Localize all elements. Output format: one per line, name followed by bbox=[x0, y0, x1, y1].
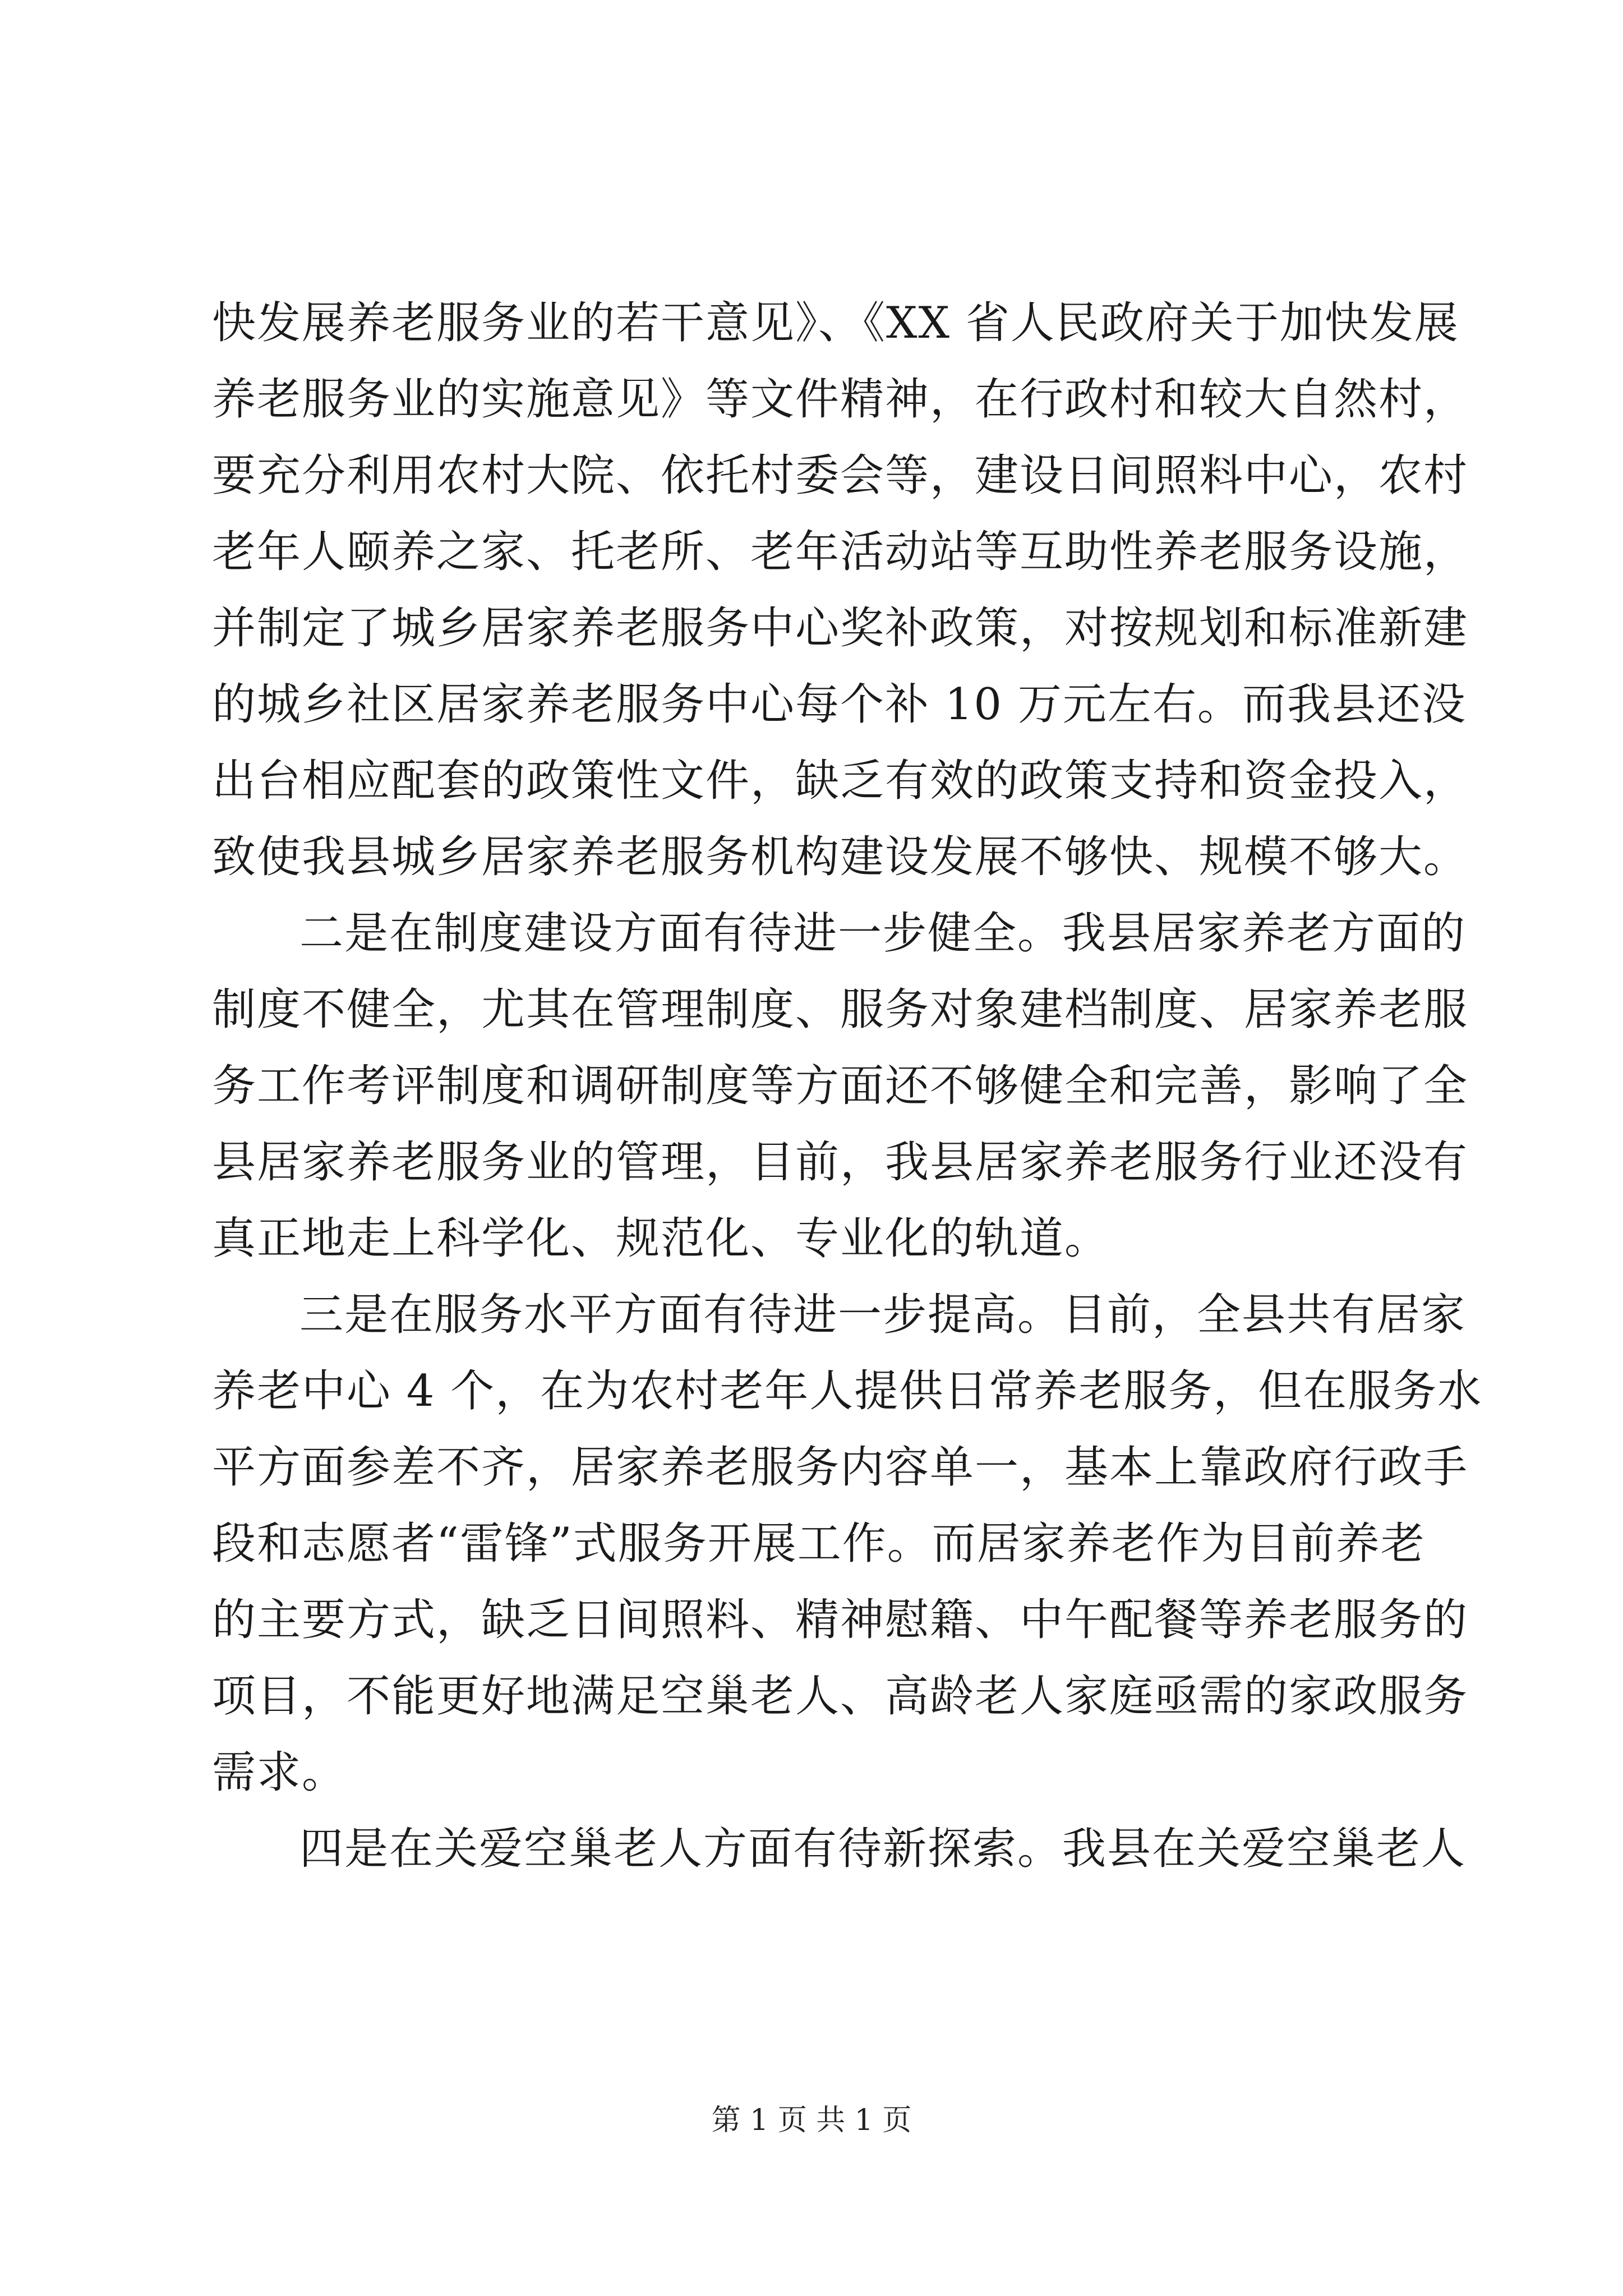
text-line: 的主要方式，缺乏日间照料、精神慰籍、中午配餐等养老服务的 bbox=[212, 1595, 1469, 1645]
text-line: 老年人颐养之家、托老所、老年活动站等互助性养老服务设施， bbox=[212, 527, 1469, 577]
text-line: 要充分利用农村大院、依托村委会等，建设日间照料中心，农村 bbox=[212, 450, 1469, 501]
text-line: 的城乡社区居家养老服务中心每个补 10 万元左右。而我县还没 bbox=[212, 679, 1467, 730]
paragraph-heading-line: 三是在服务水平方面有待进一步提高。目前，全县共有居家 bbox=[299, 1290, 1467, 1340]
paragraph-heading-line: 四是在关爱空巢老人方面有待新探索。我县在关爱空巢老人 bbox=[299, 1824, 1467, 1874]
text-line: 需求。 bbox=[212, 1747, 347, 1798]
text-line: 项目，不能更好地满足空巢老人、高龄老人家庭亟需的家政服务 bbox=[212, 1671, 1469, 1722]
text-line: 段和志愿者“雷锋”式服务开展工作。而居家养老作为目前养老 bbox=[212, 1519, 1426, 1569]
text-line: 务工作考评制度和调研制度等方面还不够健全和完善，影响了全 bbox=[212, 1061, 1469, 1111]
text-line: 真正地走上科学化、规范化、专业化的轨道。 bbox=[212, 1213, 1110, 1264]
text-line: 养老中心 4 个，在为农村老年人提供日常养老服务，但在服务水 bbox=[212, 1366, 1483, 1416]
text-line: 致使我县城乡居家养老服务机构建设发展不够快、规模不够大。 bbox=[212, 832, 1469, 882]
paragraph-heading-line: 二是在制度建设方面有待进一步健全。我县居家养老方面的 bbox=[299, 908, 1467, 959]
text-line: 制度不健全，尤其在管理制度、服务对象建档制度、居家养老服 bbox=[212, 984, 1469, 1035]
text-line: 县居家养老服务业的管理，目前，我县居家养老服务行业还没有 bbox=[212, 1137, 1469, 1188]
text-line: 快发展养老服务业的若干意见》、《XX 省人民政府关于加快发展 bbox=[212, 298, 1459, 348]
text-line: 并制定了城乡居家养老服务中心奖补政策，对按规划和标准新建 bbox=[212, 603, 1469, 654]
text-line: 平方面参差不齐，居家养老服务内容单一，基本上靠政府行政手 bbox=[212, 1442, 1469, 1493]
text-line: 出台相应配套的政策性文件，缺乏有效的政策支持和资金投入， bbox=[212, 756, 1469, 806]
page-number-footer: 第 1 页 共 1 页 bbox=[711, 2104, 912, 2137]
text-line: 养老服务业的实施意见》等文件精神，在行政村和较大自然村， bbox=[212, 374, 1469, 425]
